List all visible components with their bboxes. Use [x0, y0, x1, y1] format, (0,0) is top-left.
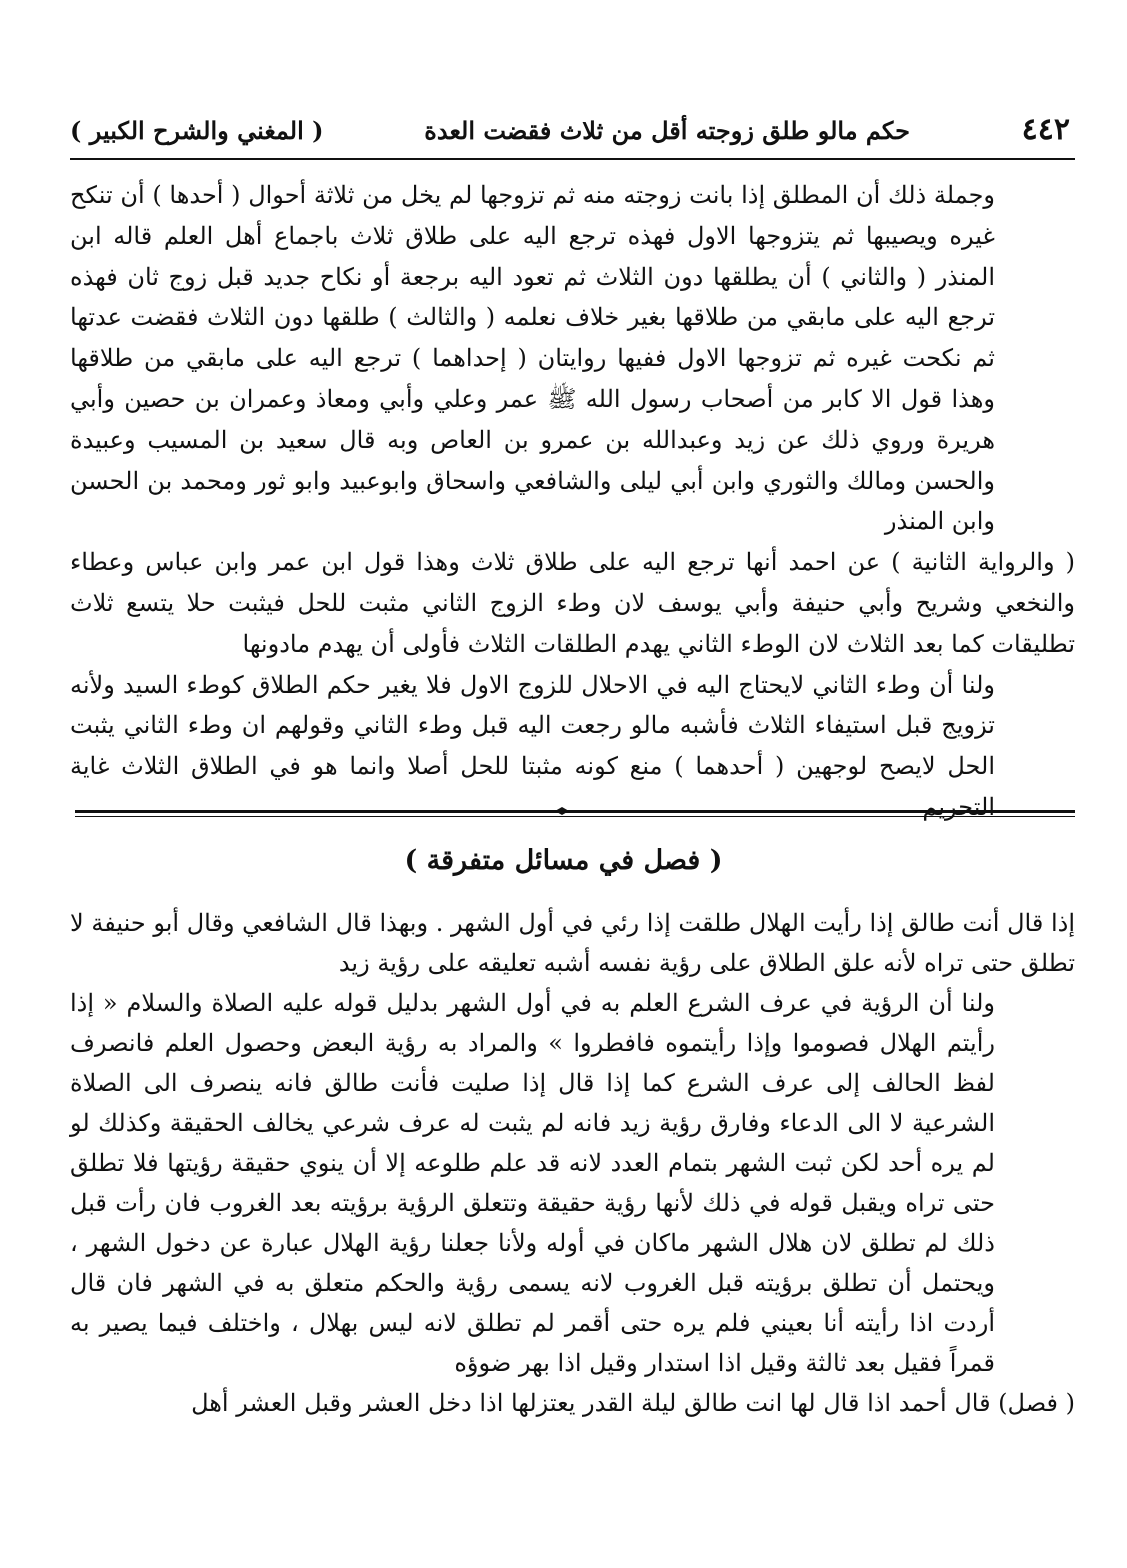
section-heading: ( فصل في مسائل متفرقة ) [404, 845, 723, 876]
chapter-title: حكم مالو طلق زوجته أقل من ثلاث فقضت العدة [424, 116, 910, 145]
paragraph: وجملة ذلك أن المطلق إذا بانت زوجته منه ثم تزوجها لم يخل من ثلاثة أحوال ( أحدها ) أن تنكح غيره ويصيبها ثم يتزوجها الاول فهذه ترجع اليه على طلاق ثلاث باجماع أهل العلم قاله ابن المنذر ( والثاني ) أن يطلقها دون الثلاث ثم تعود اليه برجعة أو نكاح جديد قبل زوج ثان فهذه ترجع اليه على مابقي من طلاقها بغير خلاف نعلمه ( والثالث ) طلقها دون الثلاث فقضت عدتها ثم نكحت غيره ثم تزوجها الاول ففيها روايتان ( إحداهما ) ترجع اليه على مابقي من طلاقها وهذا قول الا كابر من أصحاب رسول الله ﷺ عمر وعلي وأبي ومعاذ وعمران بن حصين وأبي هريرة وروي ذلك عن زيد وعبدالله بن عمرو بن العاص وبه قال سعيد بن المسيب وعبيدة والحسن ومالك والثوري وابن أبي ليلى والشافعي واسحاق وابوعبيد وابو ثور ومحمد بن الحسن وابن المنذر [70, 181, 995, 536]
paragraph: ( والرواية الثانية ) عن احمد أنها ترجع اليه على طلاق ثلاث وهذا قول ابن عمر وابن عباس وعطاء والنخعي وشريح وأبي حنيفة وأبي يوسف لان وطء الزوج الثاني مثبت للحل فيثبت حلا يتسع ثلاث تطليقات كما بعد الثلاث لان الوطء الثاني يهدم الطلقات الثلاث فأولى أن يهدم مادونها [70, 548, 1075, 658]
section-divider [75, 810, 1075, 824]
divider-ornament-icon [555, 806, 569, 820]
book-title: ( المغني والشرح الكبير ) [70, 116, 324, 145]
paragraph: ( فصل) قال أحمد اذا قال لها انت طالق ليلة القدر يعتزلها اذا دخل العشر وقبل العشر أهل [191, 1389, 1075, 1417]
paragraph: ولنا أن وطء الثاني لايحتاج اليه في الاحلال للزوج الاول فلا يغير حكم الطلاق كوطء السيد ولأنه تزويج قبل استيفاء الثلاث فأشبه مالو رجعت اليه قبل وطء الثاني وقولهم ان وطء الثاني يثبت الحل لايصح لوجهين ( أحدهما ) منع كونه مثبتا للحل أصلا وانما هو في الطلاق الثلاث غاية التحريم [70, 670, 995, 821]
paragraph: إذا قال أنت طالق إذا رأيت الهلال طلقت إذا رئي في أول الشهر . وبهذا قال الشافعي وقال أبو حنيفة لا تطلق حتى تراه لأنه علق الطلاق على رؤية نفسه أشبه تعليقه على رؤية زيد [70, 909, 1075, 977]
main-text [70, 175, 1075, 828]
running-header [70, 112, 1070, 156]
page-number: ٤٤٢ [1021, 112, 1070, 147]
paragraph: ولنا أن الرؤية في عرف الشرع العلم به في أول الشهر بدليل قوله عليه الصلاة والسلام « إذا رأيتم الهلال فصوموا وإذا رأيتموه فافطروا » والمراد به رؤية البعض وحصول العلم فانصرف لفظ الحالف إلى عرف الشرع كما إذا قال إذا صليت فأنت طالق فانه ينصرف الى الصلاة الشرعية لا الى الدعاء وفارق رؤية زيد فانه لم يثبت له عرف شرعي يخالف الحقيقة وكذلك لو لم يره أحد لكن ثبت الشهر بتمام العدد لانه قد علم طلوعه إلا أن ينوي حقيقة رؤيتها فلا تطلق حتى تراه ويقبل قوله في ذلك لأنها رؤية حقيقة وتتعلق الرؤية برؤيته بعد الغروب فان رأت قبل ذلك لم تطلق لان هلال الشهر ماكان في أوله ولأنا جعلنا رؤية الهلال عبارة عن دخول الشهر ، ويحتمل أن تطلق برؤيته قبل الغروب لانه يسمى رؤية والحكم متعلق به في الشهر فان قال أردت اذا رأيته أنا بعيني فلم يره حتى أقمر لم تطلق لانه ليس بهلال ، واختلف فيما يصير به قمراً فقيل بعد ثالثة وقيل اذا استدار وقيل اذا بهر ضوؤه [70, 989, 996, 1377]
section-text [70, 903, 1075, 1423]
header-rule [70, 158, 1075, 160]
